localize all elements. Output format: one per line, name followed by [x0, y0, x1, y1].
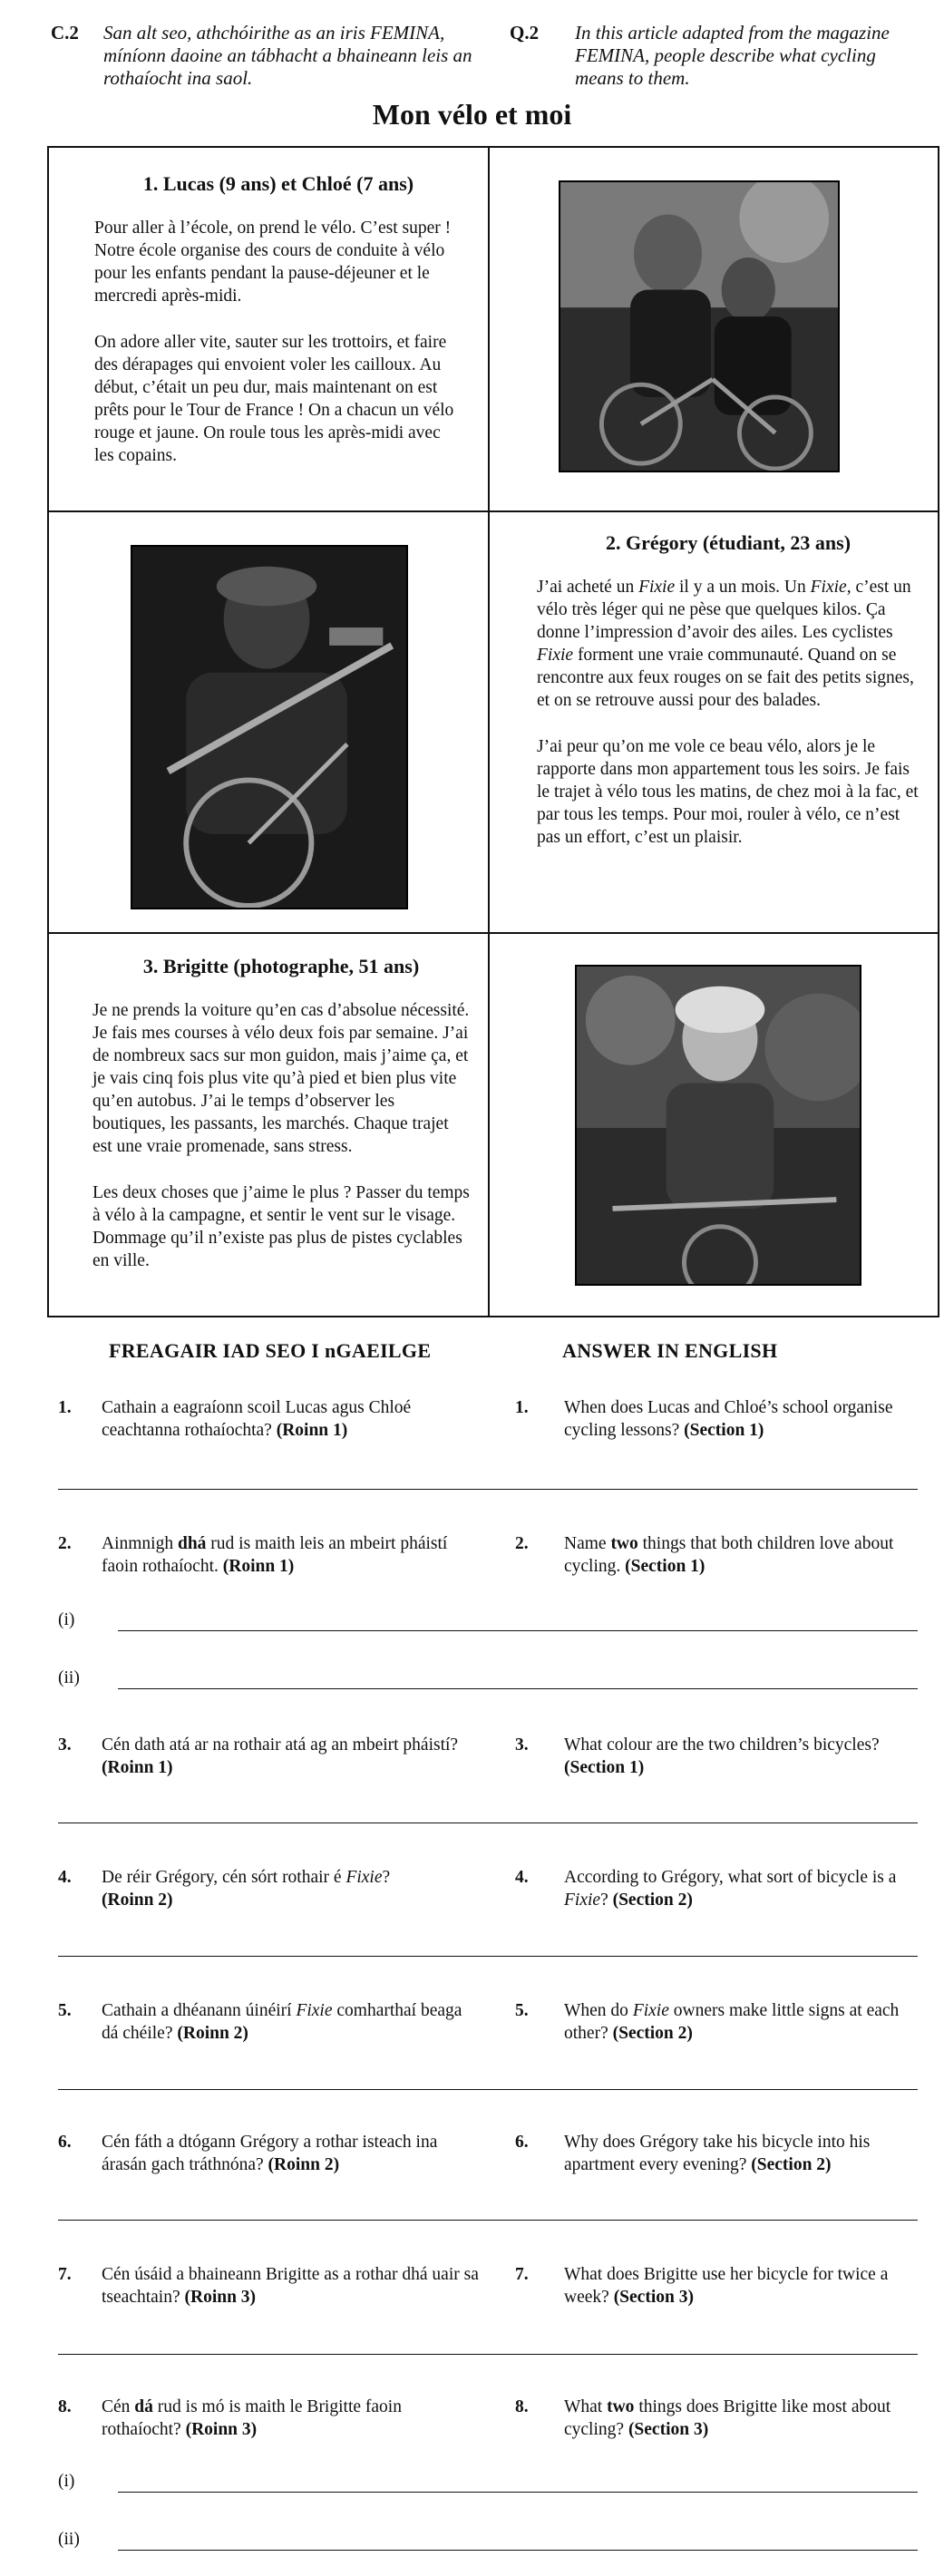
question-text: Cathain a dhéanann úinéirí Fixie comharthaí beaga dá chéile? (Roinn 2): [102, 2001, 462, 2043]
answer-line[interactable]: [118, 1630, 918, 1631]
section-heading: 1. Lucas (9 ans) et Chloé (7 ans): [142, 172, 414, 195]
questions-heading-english: ANSWER IN ENGLISH: [562, 1339, 778, 1362]
section-heading: 2. Grégory (étudiant, 23 ans): [605, 531, 852, 554]
question-number: 7.: [515, 2265, 529, 2284]
question-number: 4.: [58, 1868, 72, 1887]
gregory-with-bicycle-photo: [131, 545, 408, 909]
question-text: Name two things that both children love about cycling. (Section 1): [564, 1534, 894, 1576]
answer-line[interactable]: [58, 2089, 918, 2090]
question-number: 6.: [58, 2133, 72, 2152]
question-text: De réir Grégory, cén sórt rothair é Fixie? (Roinn 2): [102, 1868, 391, 1910]
fixie-term: Fixie: [810, 578, 847, 597]
answer-line[interactable]: [118, 1688, 918, 1689]
question-number: 5.: [58, 2001, 72, 2020]
instruction-irish-text: San alt seo, athchóirithe as an iris FEMINA, míníonn daoine an tábhacht a bhaineann leis an rothaíocht ina saol.: [103, 22, 472, 89]
question-text: When do Fixie owners make little signs at each other? (Section 2): [564, 2001, 900, 2043]
answer-part-label: (i): [58, 2472, 75, 2491]
question-number: 2.: [58, 1534, 72, 1553]
instruction-english-text: In this article adapted from the magazine FEMINA, people describe what cycling means to them.: [575, 22, 890, 89]
section-gregory: [490, 512, 938, 932]
question-number: 4.: [515, 1868, 529, 1887]
question-number: 1.: [58, 1398, 72, 1417]
question-text: According to Grégory, what sort of bicycle is a Fixie? (Section 2): [564, 1868, 897, 1910]
question-number-irish: C.2: [51, 22, 79, 44]
question-text: What two things does Brigitte like most about cycling? (Section 3): [564, 2397, 891, 2439]
answer-part-label: (i): [58, 1610, 75, 1629]
question-number: 6.: [515, 2133, 529, 2152]
question-text: Cathain a eagraíonn scoil Lucas agus Chloé ceachtanna rothaíochta? (Roinn 1): [102, 1398, 412, 1440]
question-text: When does Lucas and Chloé’s school organise cycling lessons? (Section 1): [564, 1398, 893, 1440]
question-text: Why does Grégory take his bicycle into his apartment every evening? (Section 2): [564, 2133, 871, 2174]
section-paragraph: Je ne prends la voiture qu’en cas d’absolue nécessité. Je fais mes courses à vélo deux fois par semaine. J’ai de nombreux sacs sur mon guidon, mais j’aime ça, et je vais cinq fois plus vite qu’à pied et bien plus vite qu’en autobus. J’ai le temps d’observer les boutiques, les passants, les marchés. Chaque trajet est une vraie promenade, sans stress.: [92, 1001, 470, 1156]
answer-part-label: (ii): [58, 1668, 80, 1687]
section-paragraph: On adore aller vite, sauter sur les trottoirs, et faire des dérapages qui envoient voler les cailloux. Au début, c’était un peu dur, mais maintenant on est prêts pour le Tour de France ! On a chacun un vélo rouge et jaune. On roule tous les après-midi avec les copains.: [94, 333, 454, 465]
answer-line[interactable]: [118, 2492, 918, 2493]
question-text: What does Brigitte use her bicycle for twice a week? (Section 3): [564, 2265, 889, 2307]
question-text: What colour are the two children’s bicycles? (Section 1): [564, 1735, 880, 1777]
article-title: Mon vélo et moi: [372, 98, 572, 131]
answer-line[interactable]: [58, 2220, 918, 2221]
section-paragraph: Pour aller à l’école, on prend le vélo. C’est super ! Notre école organise des cours de conduite à vélo pour les enfants pendant la pause-déjeuner et le mercredi après-midi.: [94, 219, 452, 306]
section-paragraph: Les deux choses que j’aime le plus ? Passer du temps à vélo à la campagne, et sentir le vent sur le visage. Dommage qu’il n’existe pas plus de pistes cyclables en ville.: [92, 1183, 470, 1270]
section-lucas-chloe: [49, 148, 488, 510]
children-on-bicycles-photo: [559, 180, 840, 472]
question-number: 8.: [515, 2397, 529, 2416]
question-number: 3.: [58, 1735, 72, 1755]
questions-heading-irish: FREAGAIR IAD SEO I nGAEILGE: [109, 1339, 432, 1362]
answer-part-label: (ii): [58, 2530, 80, 2549]
question-number: 8.: [58, 2397, 72, 2416]
question-number: 5.: [515, 2001, 529, 2020]
answer-line[interactable]: [58, 1489, 918, 1490]
question-number: 3.: [515, 1735, 529, 1755]
question-number: 1.: [515, 1398, 529, 1417]
brigitte-on-bicycle-photo: [575, 965, 861, 1286]
question-text: Cén dá rud is mó is maith le Brigitte faoin rothaíocht? (Roinn 3): [102, 2397, 402, 2439]
article-grid: [47, 146, 939, 1317]
question-text: Cén fáth a dtógann Grégory a rothar isteach ina árasán gach tráthnóna? (Roinn 2): [102, 2133, 438, 2174]
question-number: 2.: [515, 1534, 529, 1553]
fixie-term: Fixie: [638, 578, 676, 597]
question-text: Ainmnigh dhá rud is maith leis an mbeirt pháistí faoin rothaíocht. (Roinn 1): [102, 1534, 448, 1576]
question-number: 7.: [58, 2265, 72, 2284]
section-brigitte: [49, 934, 488, 1316]
section-paragraph: J’ai peur qu’on me vole ce beau vélo, alors je le rapporte dans mon appartement tous les soirs. Je fais le trajet à vélo tous les matins, de chez moi à la fac, et par tous les temps. Pour moi, rouler à vélo, ce n’est pas un effort, c’est un plaisir.: [537, 737, 919, 847]
section-paragraph: J’ai acheté un Fixie il y a un mois. Un Fixie, c’est un vélo très léger qui ne pèse que quelques kilos. Ça donne l’impression d’avoir des ailes. Les cyclistes Fixie forment une vraie communauté. Quand on se rencontre aux feux rouges on se fait des petits signes, et on se retrouve aussi pour des balades.: [537, 578, 914, 710]
question-text: Cén úsáid a bhaineann Brigitte as a rothar dhá uair sa tseachtain? (Roinn 3): [102, 2265, 479, 2307]
question-number-english: Q.2: [510, 22, 540, 44]
answer-line[interactable]: [58, 1956, 918, 1957]
answer-line[interactable]: [58, 2354, 918, 2355]
question-text: Cén dath atá ar na rothair atá ag an mbeirt pháistí? (Roinn 1): [102, 1735, 459, 1777]
section-heading: 3. Brigitte (photographe, 51 ans): [142, 955, 420, 977]
fixie-term: Fixie: [537, 646, 574, 665]
answer-line[interactable]: [118, 2550, 918, 2551]
